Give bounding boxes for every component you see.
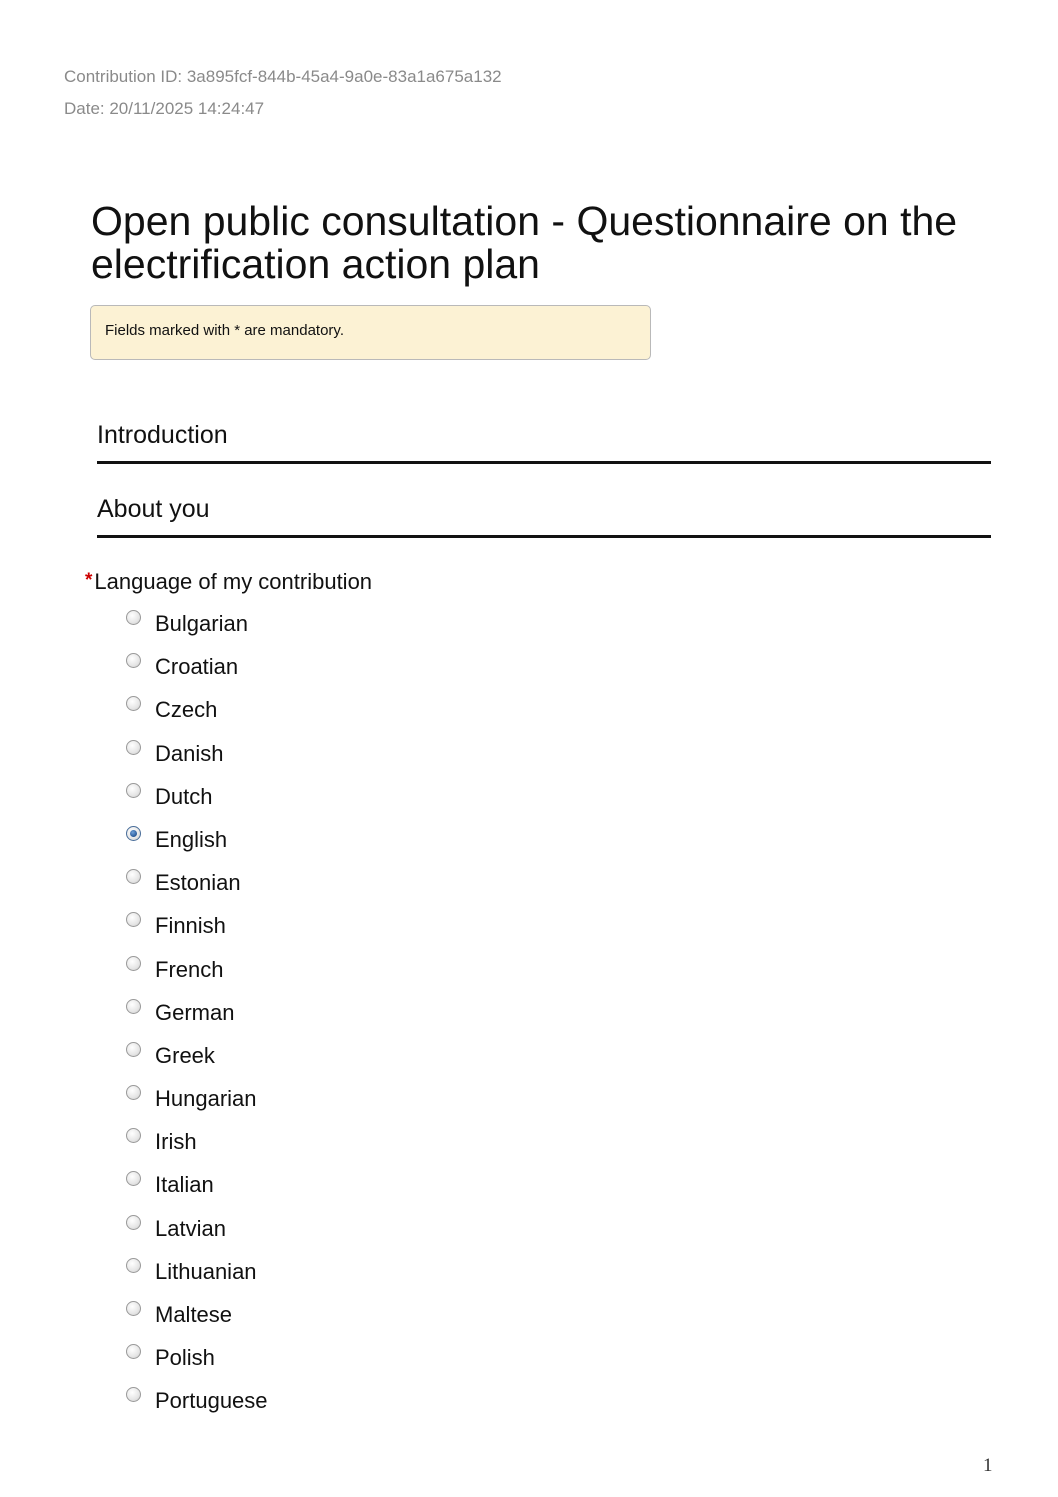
mandatory-fields-notice: Fields marked with * are mandatory. [90,305,651,360]
radio-button[interactable] [126,1128,141,1143]
option-label: Lithuanian [155,1258,257,1284]
option-label: English [155,826,228,852]
language-option[interactable] [126,694,268,737]
radio-button[interactable] [126,999,141,1014]
radio-button[interactable] [126,1085,141,1100]
option-label: Portuguese [155,1388,268,1414]
option-label: Italian [155,1172,214,1198]
section-heading-introduction: Introduction [97,423,991,464]
option-label: Greek [155,1042,215,1068]
question-label: Language of my contribution [94,569,373,594]
language-option[interactable] [126,997,268,1040]
language-option[interactable] [126,954,268,997]
required-marker: * [85,570,93,591]
radio-button[interactable] [126,740,141,755]
option-label: Croatian [155,654,239,680]
language-option[interactable] [126,1213,268,1256]
option-label: Bulgarian [155,611,248,636]
language-option[interactable] [126,824,268,867]
language-option[interactable] [126,1299,268,1342]
language-option[interactable] [126,910,268,953]
radio-button[interactable] [126,1344,141,1359]
language-options [126,608,268,1429]
radio-button[interactable] [126,1171,141,1186]
language-option[interactable] [126,867,268,910]
contribution-date: Date: 20/11/2025 14:24:47 [64,99,265,118]
option-label: Hungarian [155,1086,257,1112]
language-option[interactable] [126,1040,268,1083]
option-label: Estonian [155,870,241,896]
option-label: Dutch [155,783,213,809]
option-label: Polish [155,1345,215,1371]
option-label: Finnish [155,913,226,939]
language-option[interactable] [126,608,268,651]
option-label: Latvian [155,1215,226,1241]
language-option[interactable] [126,1169,268,1212]
language-option[interactable] [126,1342,268,1385]
radio-button[interactable] [126,783,141,798]
language-option[interactable] [126,1126,268,1169]
radio-button[interactable] [126,610,141,625]
radio-button[interactable] [126,912,141,927]
option-label: Czech [155,697,218,723]
language-option[interactable] [126,1385,268,1428]
language-option[interactable] [126,738,268,781]
radio-button[interactable] [126,869,141,884]
option-label: Maltese [155,1302,233,1327]
section-heading-about-you: About you [97,497,991,538]
radio-button[interactable] [126,653,141,668]
language-option[interactable] [126,781,268,824]
language-option[interactable] [126,651,268,694]
radio-button[interactable] [126,1301,141,1316]
language-option[interactable] [126,1256,268,1299]
page-number: 1 [983,1455,993,1476]
page-title: Open public consultation - Questionnaire on the electrification action plan [91,198,958,287]
option-label: German [155,999,235,1025]
language-option[interactable] [126,1083,268,1126]
option-label: Danish [155,740,224,766]
radio-button[interactable] [126,826,141,841]
radio-button[interactable] [126,1042,141,1057]
question-language [85,571,372,593]
radio-button[interactable] [126,1387,141,1402]
radio-button[interactable] [126,1258,141,1273]
option-label: Irish [155,1129,197,1155]
contribution-id: Contribution ID: 3a895fcf-844b-45a4-9a0e-83a1a675a132 [64,67,502,86]
option-label: French [155,956,224,982]
radio-button[interactable] [126,1215,141,1230]
radio-button[interactable] [126,956,141,971]
radio-button[interactable] [126,696,141,711]
